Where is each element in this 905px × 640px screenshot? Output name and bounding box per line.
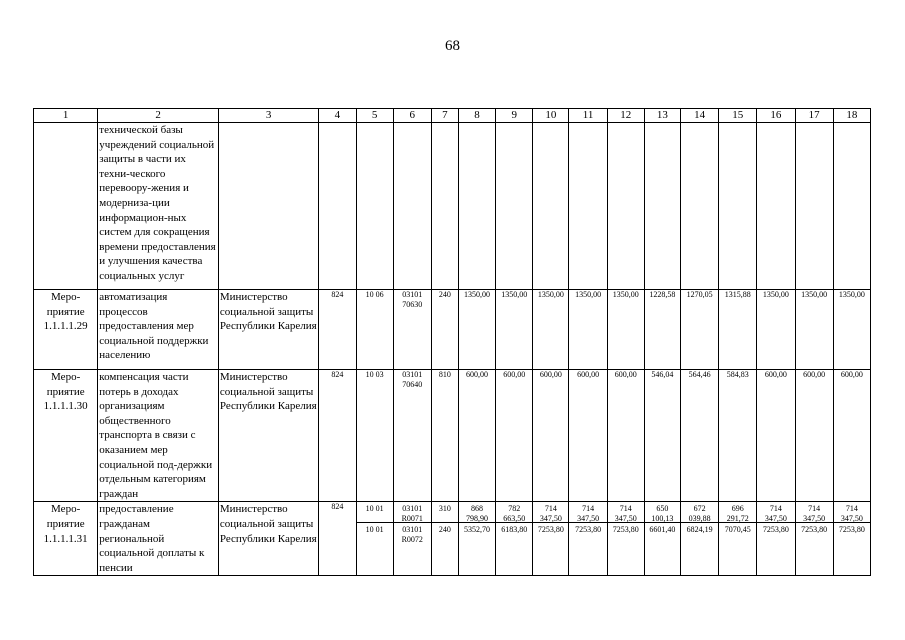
column-header: 10 — [533, 109, 569, 123]
value-cell-split — [795, 502, 833, 576]
value-cell: 868 798,90 — [466, 504, 489, 523]
value-cell: 714 347,50 — [840, 504, 863, 523]
value-cell-split — [431, 502, 458, 576]
value-cell: 600,00 — [496, 370, 533, 502]
value-cell: 240 — [431, 290, 458, 370]
table-row — [34, 370, 871, 502]
value-cell-split — [356, 502, 393, 576]
measure-executor: Министерство социальной защиты Республики Карелия — [218, 502, 318, 576]
value-cell: 584,83 — [719, 370, 757, 502]
value-cell: 240 — [432, 522, 458, 535]
value-cell: 7253,80 — [533, 522, 568, 535]
value-cell: 714 347,50 — [539, 504, 562, 523]
value-cell: 7070,45 — [719, 522, 756, 535]
measure-id: Меро-приятие 1.1.1.1.29 — [34, 290, 98, 370]
column-header: 4 — [319, 109, 356, 123]
value-cell: 10 03 — [356, 370, 393, 502]
value-cell: 6824,19 — [681, 522, 718, 535]
value-cell: 600,00 — [458, 370, 495, 502]
value-cell: 714 347,50 — [577, 504, 600, 523]
value-cell: 1350,00 — [496, 290, 533, 370]
column-header: 12 — [607, 109, 644, 123]
measures-table — [33, 108, 871, 576]
table-row — [34, 123, 871, 290]
value-cell: 1350,00 — [533, 290, 569, 370]
value-cell: 1228,58 — [644, 290, 680, 370]
value-cell — [644, 123, 680, 290]
value-cell: 1350,00 — [607, 290, 644, 370]
value-cell-split — [681, 502, 719, 576]
value-cell: 714 347,50 — [614, 504, 637, 523]
value-cell — [533, 123, 569, 290]
value-cell: 600,00 — [795, 370, 833, 502]
value-cell: 600,00 — [757, 370, 795, 502]
value-cell: 824 — [319, 370, 356, 502]
value-cell: 1350,00 — [757, 290, 795, 370]
column-number-row — [34, 109, 871, 123]
value-cell — [795, 123, 833, 290]
column-header: 14 — [681, 109, 719, 123]
measure-description: предоставление гражданам региональной социальной доплаты к пенсии — [98, 502, 219, 576]
value-cell: 10 01 — [365, 504, 384, 514]
value-cell — [496, 123, 533, 290]
value-cell: 714 347,50 — [764, 504, 787, 523]
value-cell: 782 663,50 — [503, 504, 526, 523]
value-cell — [569, 123, 607, 290]
column-header: 2 — [98, 109, 219, 123]
column-header: 18 — [833, 109, 870, 123]
value-cell: 824 — [319, 290, 356, 370]
value-cell: 672 039,88 — [688, 504, 711, 523]
value-cell-split — [533, 502, 569, 576]
value-cell: 5352,70 — [459, 522, 495, 535]
value-cell: 03101 R0072 — [394, 522, 431, 544]
value-cell-split — [833, 502, 870, 576]
value-cell-split — [607, 502, 644, 576]
value-cell — [319, 123, 356, 290]
value-cell: 1350,00 — [795, 290, 833, 370]
measure-id: Меро-приятие 1.1.1.1.31 — [34, 502, 98, 576]
value-cell-split — [644, 502, 680, 576]
value-cell: 600,00 — [533, 370, 569, 502]
column-header: 5 — [356, 109, 393, 123]
value-cell: 600,00 — [569, 370, 607, 502]
column-header: 13 — [644, 109, 680, 123]
measure-executor: Министерство социальной защиты Республики Карелия — [218, 290, 318, 370]
value-cell: 714 347,50 — [803, 504, 826, 523]
value-cell: 564,46 — [681, 370, 719, 502]
column-header: 7 — [431, 109, 458, 123]
value-cell-split — [496, 502, 533, 576]
table-row — [34, 290, 871, 370]
value-cell: 03101 R0071 — [401, 504, 423, 523]
value-cell — [458, 123, 495, 290]
page-number: 68 — [445, 38, 460, 54]
value-cell — [393, 123, 431, 290]
value-cell — [833, 123, 870, 290]
column-header: 8 — [458, 109, 495, 123]
value-cell: 1350,00 — [833, 290, 870, 370]
value-cell: 546,04 — [644, 370, 680, 502]
value-cell-split — [719, 502, 757, 576]
value-cell: 10 01 — [357, 522, 393, 535]
value-cell — [757, 123, 795, 290]
value-cell-split — [393, 502, 431, 576]
value-cell: 03101 70640 — [393, 370, 431, 502]
value-cell-split — [569, 502, 607, 576]
value-cell: 03101 70630 — [393, 290, 431, 370]
measure-executor — [218, 123, 318, 290]
value-cell: 7253,80 — [569, 522, 606, 535]
column-header: 16 — [757, 109, 795, 123]
value-cell: 10 06 — [356, 290, 393, 370]
measure-description: автоматизация процессов предоставления мер социальной поддержки населению — [98, 290, 219, 370]
value-cell: 600,00 — [833, 370, 870, 502]
value-cell: 1315,88 — [719, 290, 757, 370]
value-cell: 824 — [319, 502, 356, 576]
value-cell: 696 291,72 — [726, 504, 749, 523]
value-cell: 1350,00 — [569, 290, 607, 370]
value-cell — [681, 123, 719, 290]
value-cell: 810 — [431, 370, 458, 502]
value-cell: 1270,05 — [681, 290, 719, 370]
value-cell: 7253,80 — [834, 522, 870, 535]
measure-executor: Министерство социальной защиты Республики Карелия — [218, 370, 318, 502]
value-cell — [719, 123, 757, 290]
value-cell: 7253,80 — [757, 522, 794, 535]
value-cell-split — [757, 502, 795, 576]
value-cell: 7253,80 — [608, 522, 644, 535]
value-cell: 650 100,13 — [651, 504, 674, 523]
column-header: 3 — [218, 109, 318, 123]
value-cell: 6183,80 — [496, 522, 532, 535]
column-header: 1 — [34, 109, 98, 123]
value-cell: 6601,40 — [645, 522, 680, 535]
table-row — [34, 502, 871, 576]
value-cell: 310 — [438, 504, 451, 514]
column-header: 11 — [569, 109, 607, 123]
value-cell: 1350,00 — [458, 290, 495, 370]
measure-description: технической базы учреждений социальной защиты в части их техни-ческого перевоору-жения и модерниза-ции информацион-ных систем для сокращения времени предоставления и улучшения качества социальных услуг — [98, 123, 219, 290]
value-cell: 600,00 — [607, 370, 644, 502]
column-header: 17 — [795, 109, 833, 123]
measure-id — [34, 123, 98, 290]
value-cell-split — [458, 502, 495, 576]
column-header: 6 — [393, 109, 431, 123]
column-header: 9 — [496, 109, 533, 123]
value-cell — [431, 123, 458, 290]
column-header: 15 — [719, 109, 757, 123]
value-cell — [356, 123, 393, 290]
measure-description: компенсация части потерь в доходах организациям общественного транспорта в связи с оказанием мер социальной под-держки отдельным категориям граждан — [98, 370, 219, 502]
measure-id: Меро-приятие 1.1.1.1.30 — [34, 370, 98, 502]
value-cell — [607, 123, 644, 290]
value-cell: 7253,80 — [796, 522, 833, 535]
